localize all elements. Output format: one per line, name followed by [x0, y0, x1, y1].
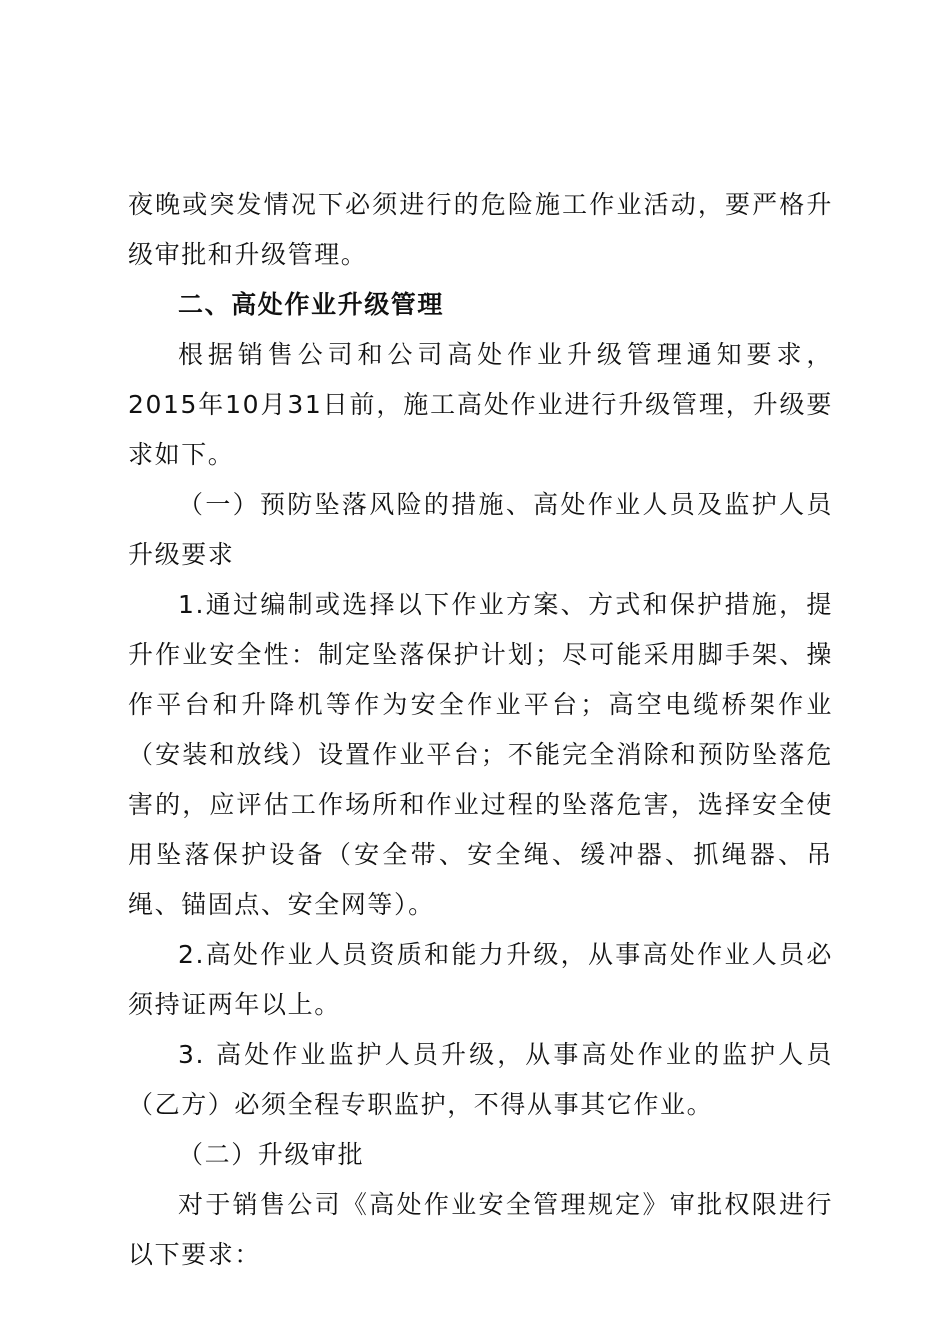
section-heading: 二、高处作业升级管理	[178, 290, 445, 319]
body-paragraph: 3. 高处作业监护人员升级，从事高处作业的监护人员（乙方）必须全程专职监护，不得从事其它作业。	[128, 1040, 833, 1119]
body-paragraph: 2.高处作业人员资质和能力升级，从事高处作业人员必须持证两年以上。	[128, 940, 833, 1019]
subsection-heading: （一）预防坠落风险的措施、高处作业人员及监护人员升级要求	[128, 490, 833, 569]
subsection-heading: （二）升级审批	[178, 1140, 365, 1169]
body-paragraph: 根据销售公司和公司高处作业升级管理通知要求，2015年10月31日前，施工高处作业进行升级管理，升级要求如下。	[128, 340, 833, 469]
body-paragraph: 对于销售公司《高处作业安全管理规定》审批权限进行以下要求：	[128, 1190, 833, 1269]
body-paragraph: 1.通过编制或选择以下作业方案、方式和保护措施，提升作业安全性：制定坠落保护计划；尽可能采用脚手架、操作平台和升降机等作为安全作业平台；高空电缆桥架作业（安装和放线）设置作业平台；不能完全消除和预防坠落危害的，应评估工作场所和作业过程的坠落危害，选择安全使用坠落保护设备（安全带、安全绳、缓冲器、抓绳器、吊绳、锚固点、安全网等）。	[128, 590, 833, 919]
body-paragraph: 夜晚或突发情况下必须进行的危险施工作业活动，要严格升级审批和升级管理。	[128, 190, 833, 269]
document-body	[128, 180, 833, 1280]
